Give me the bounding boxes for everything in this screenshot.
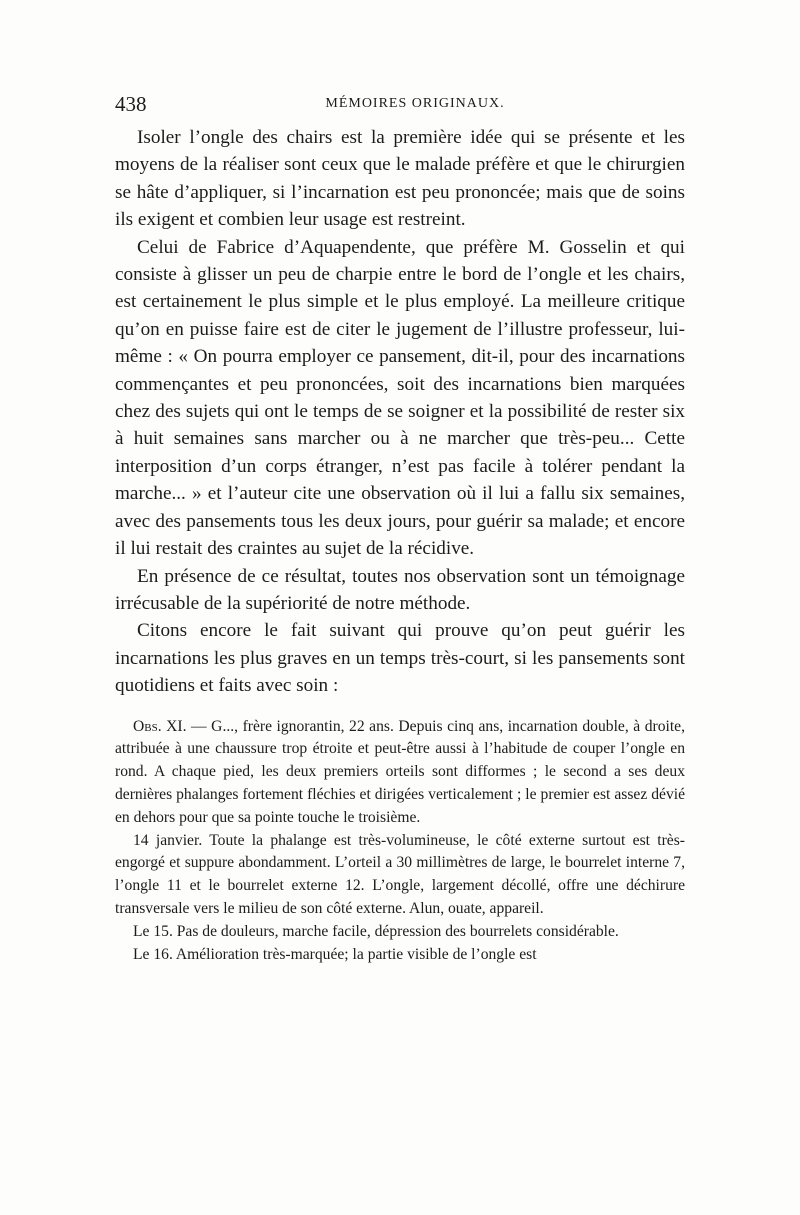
observation-label: Obs. XI. xyxy=(133,717,187,735)
paragraph: En présence de ce résultat, toutes nos observation sont un témoignage irrécusable de la supériorité de notre méthode. xyxy=(115,565,685,614)
observation-intro xyxy=(115,716,685,830)
observation-entry: Le 16. Amélioration très-marquée; la partie visible de l’ongle est xyxy=(133,945,537,963)
observation-entry: 14 janvier. Toute la phalange est très-volumineuse, le côté externe surtout est très-engorgé et suppure abondamment. L’orteil a 30 millimètres de large, le bourrelet interne 7, l’ongle 11 et le bourrelet externe 12. L’ongle, largement décollé, offre une déchirure transversale vers le milieu de son côté externe. Alun, ouate, appareil. xyxy=(115,831,685,917)
running-head xyxy=(115,92,685,122)
page-number: 438 xyxy=(115,92,147,116)
paragraph: Celui de Fabrice d’Aquapendente, que préfère M. Gosselin et qui consiste à glisser un peu de charpie entre le bord de l’ongle et les chairs, est certainement le plus simple et le plus employé. La meilleure critique qu’on en puisse faire est de citer le jugement de l’illustre professeur, lui-même : « On pourra employer ce pansement, dit-il, pour des incarnations commençantes et peu prononcées, soit des incarnations bien marquées chez des sujets qui ont le temps de se soigner et la possibilité de rester six à huit semaines sans marcher ou à ne marcher que très-peu... Cette interposition d’un corps étranger, n’est pas facile à tolérer pendant la marche... » et l’auteur cite une observation où il lui a fallu six semaines, avec des pansements tous les deux jours, pour guérir sa malade; et encore il lui restait des craintes au sujet de la récidive. xyxy=(115,236,685,560)
paragraph: Isoler l’ongle des chairs est la première idée qui se présente et les moyens de la réaliser sont ceux que le malade préfère et que le chirurgien se hâte d’appliquer, si l’incarnation est peu prononcée; mais que de soins ils exigent et combien leur usage est restreint. xyxy=(115,127,685,231)
observation-text: — G..., frère ignorantin, 22 ans. Depuis cinq ans, incarnation double, à droite, attribuée à une chaussure trop étroite et peut-être aussi à l’habitude de couper l’ongle en rond. A chaque pied, les deux premiers orteils sont difformes ; le second a ses deux dernières phalanges fortement fléchies et dirigées verticalement ; le premier est assez dévié en dehors pour que sa pointe touche le troisième. xyxy=(115,717,685,826)
observation-entry: Le 15. Pas de douleurs, marche facile, dépression des bourrelets considérable. xyxy=(133,922,619,940)
body-text xyxy=(115,124,685,966)
observation-block xyxy=(115,716,685,967)
running-title: MÉMOIRES ORIGINAUX. xyxy=(325,96,505,111)
paragraph: Citons encore le fait suivant qui prouve qu’on peut guérir les incarnations les plus graves en un temps très-court, si les pansements sont quotidiens et faits avec soin : xyxy=(115,620,685,697)
